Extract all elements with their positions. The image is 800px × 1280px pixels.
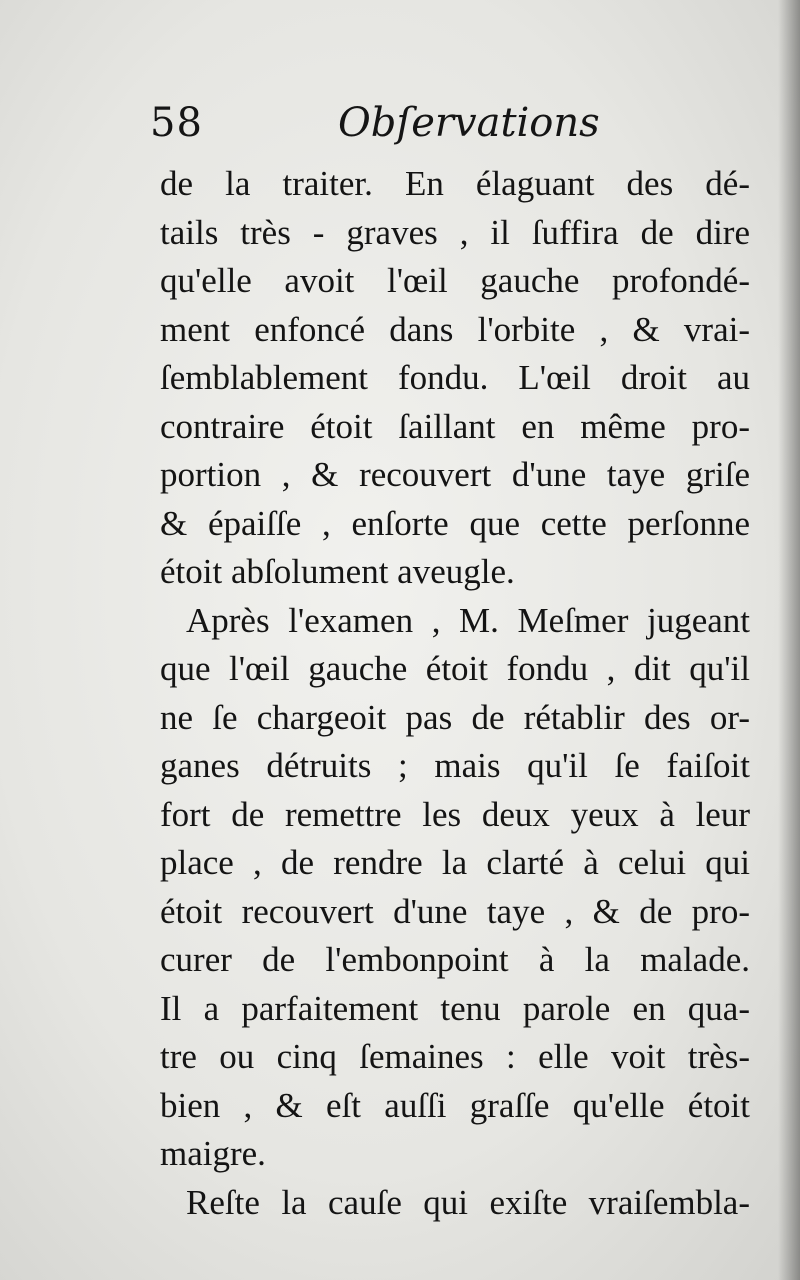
text-line: place , de rendre la clarté à celui qui xyxy=(160,843,750,882)
text-line: Reſte la cauſe qui exiſte vraiſembla- xyxy=(186,1182,750,1222)
text-line: contraire étoit ſaillant en même pro- xyxy=(160,406,750,446)
text-line: Il a parfaitement tenu parole en qua- xyxy=(160,988,750,1028)
text-line: & épaiſſe , enſorte que cette perſonne xyxy=(160,503,750,543)
text-line: Après l'examen , M. Meſmer jugeant xyxy=(186,600,750,640)
text-line: curer de l'embonpoint à la malade. xyxy=(160,940,750,979)
text-line: que l'œil gauche étoit fondu , dit qu'il xyxy=(160,649,750,688)
page-header xyxy=(150,100,750,160)
text-line: portion , & recouvert d'une taye griſe xyxy=(160,455,750,494)
text-line: de la traiter. En élaguant des dé- xyxy=(160,164,750,203)
text-line: ne ſe chargeoit pas de rétablir des or- xyxy=(160,697,750,737)
running-title: Obſervations xyxy=(338,100,600,146)
page-edge-shadow xyxy=(778,0,800,1280)
text-line: ganes détruits ; mais qu'il ſe faiſoit xyxy=(160,746,750,785)
text-line: étoit abſolument aveugle. xyxy=(160,552,515,591)
text-line: bien , & eſt auſſi graſſe qu'elle étoit xyxy=(160,1085,750,1125)
body-text xyxy=(160,160,750,1227)
text-line: fort de remettre les deux yeux à leur xyxy=(160,794,750,834)
text-line: ſemblablement fondu. L'œil droit au xyxy=(160,358,750,397)
text-line: tails très - graves , il ſuffira de dire xyxy=(160,212,750,252)
text-line: tre ou cinq ſemaines : elle voit très- xyxy=(160,1037,750,1076)
text-line: maigre. xyxy=(160,1134,266,1173)
text-line: qu'elle avoit l'œil gauche profondé- xyxy=(160,261,750,300)
text-line: ment enfoncé dans l'orbite , & vrai- xyxy=(160,309,750,349)
text-line: étoit recouvert d'une taye , & de pro- xyxy=(160,891,750,931)
page-number: 58 xyxy=(150,100,203,146)
